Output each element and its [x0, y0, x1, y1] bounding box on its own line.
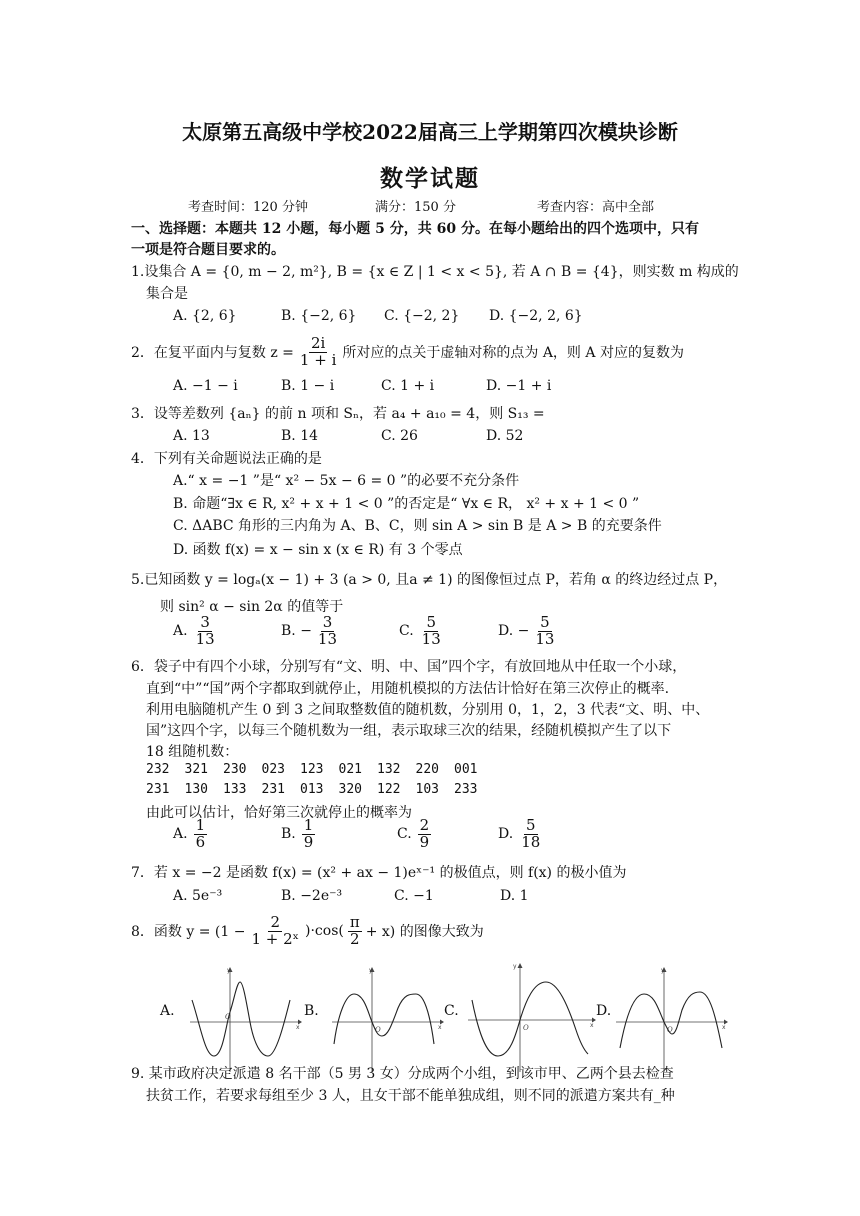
q8-graph-d-x-label: x	[722, 1024, 726, 1031]
q6-option-d-label: D.	[498, 826, 514, 843]
q5-b-den: 13	[317, 629, 338, 648]
q7-option-c: C. −1	[394, 888, 434, 904]
q6-option-a-label: A.	[173, 826, 188, 843]
q8-graph-d-origin: O	[667, 1026, 673, 1034]
q6-random-number: 320	[338, 782, 362, 797]
q8-stem-post: + x) 的图像大致为	[365, 924, 484, 941]
q2-fraction	[298, 336, 338, 369]
q6-c-den: 9	[419, 832, 430, 851]
q1-option-d: D. {−2, 2, 6}	[489, 308, 583, 324]
q4-option-b: B. 命题“∃x ∈ R, x² + x + 1 < 0 ”的否定是“ ∀x ∈ R， x² + x + 1 < 0 ”	[173, 496, 640, 512]
q9-stem-line2: 扶贫工作，若要求每组至少 3 人，且女干部不能单独成组，则不同的派遣方案共有_种	[146, 1088, 675, 1104]
q6-random-number: 133	[223, 782, 247, 797]
q6-random-number: 231	[146, 782, 170, 797]
q3-option-a: A. 13	[173, 428, 210, 444]
q6-random-number: 123	[300, 762, 324, 777]
q6-stem-line5: 18 组随机数：	[146, 744, 239, 760]
q5-option-d-label: D. −	[498, 623, 530, 640]
q8-fraction-1-num: 2	[270, 913, 280, 931]
q5-d-num: 5	[540, 613, 550, 631]
q2-option-c: C. 1 + i	[381, 378, 435, 394]
q2-stem-pre: 2．在复平面内与复数 z =	[131, 345, 294, 362]
q4-stem: 4．下列有关命题说法正确的是	[131, 451, 322, 467]
q8-graph-d-y-label: y	[661, 967, 665, 974]
q2-option-b: B. 1 − i	[281, 378, 335, 394]
q6-stem-line1: 6．袋子中有四个小球，分别写有“文、明、中、国”四个字，有放回地从中任取一个小球，	[131, 659, 687, 675]
q6-random-number: 233	[454, 782, 478, 797]
q8-fraction-1-den: 1 + 2ˣ	[251, 929, 300, 948]
q8-stem-pre: 8．函数 y = (1 −	[131, 924, 246, 941]
q8-graph-b-x-label: x	[438, 1024, 442, 1031]
q6-random-number: 232	[146, 762, 170, 777]
q5-option-c-fraction	[420, 615, 443, 648]
exam-time: 考查时间：120 分钟	[188, 200, 308, 215]
exam-score: 满分：150 分	[375, 200, 456, 215]
q8-fraction-2-den: 2	[350, 929, 360, 948]
q6-option-d-fraction	[519, 818, 542, 851]
section-heading-line2: 一项是符合题目要求的。	[131, 242, 285, 258]
q9-stem-line1: 9. 某市政府决定派遣 8 名干部（5 男 3 女）分成两个小组，到该市甲、乙两个县去检查	[131, 1066, 674, 1082]
q1-option-b: B. {−2, 6}	[281, 308, 357, 324]
q6-random-number: 130	[184, 782, 208, 797]
exam-content: 考查内容：高中全部	[537, 200, 655, 215]
q6-random-number: 001	[454, 762, 478, 777]
q8-stem-mid: )·cos(	[305, 923, 344, 940]
q8-graph-c-x-label: x	[590, 1022, 594, 1029]
exam-subtitle: 数学试题	[380, 165, 480, 192]
q6-option-c	[397, 818, 431, 851]
q8-graph-b-origin: O	[375, 1026, 381, 1034]
q5-option-b	[281, 615, 339, 648]
q6-option-c-fraction	[418, 818, 432, 851]
q6-option-d	[498, 818, 542, 851]
q8-option-c-label: C.	[444, 1003, 459, 1019]
q6-random-number: 230	[223, 762, 247, 777]
q5-option-a-fraction	[194, 615, 217, 648]
q5-option-a	[173, 615, 217, 648]
q8-graph-c-y-label: y	[513, 963, 517, 970]
q5-option-c	[399, 615, 443, 648]
q2-option-d: D. −1 + i	[486, 378, 552, 394]
q6-option-c-label: C.	[397, 826, 412, 843]
q6-option-b-label: B.	[281, 826, 296, 843]
q8-graph-a	[190, 964, 302, 1074]
q6-random-number: 321	[184, 762, 208, 777]
q6-stem-line2: 直到“中”“国”两个字都取到就停止，用随机模拟的方法估计恰好在第三次停止的概率.	[146, 681, 670, 697]
q8-option-a-label: A.	[160, 1003, 175, 1019]
q5-option-d	[498, 615, 556, 648]
q6-b-den: 9	[303, 832, 314, 851]
q8-fraction-2-num: π	[349, 913, 360, 931]
q8-graph-a-y-label: y	[227, 967, 231, 974]
q6-option-b	[281, 818, 315, 851]
q1-option-c: C. {−2, 2}	[384, 308, 460, 324]
q4-option-a: A.“ x = −1 ”是“ x² − 5x − 6 = 0 ”的必要不充分条件	[173, 473, 520, 489]
q6-random-row-2	[146, 782, 493, 797]
section-heading-line1: 一、选择题：本题共 12 小题，每小题 5 分，共 60 分。在每小题给出的四个选项中，只有	[131, 221, 699, 237]
q8-stem	[131, 915, 484, 948]
q5-b-num: 3	[322, 613, 333, 631]
q2-fraction-numerator: 2i	[310, 334, 326, 352]
q6-c-num: 2	[419, 816, 430, 834]
q6-random-number: 220	[415, 762, 439, 777]
q2-fraction-denominator: 1 + i	[299, 350, 337, 369]
q6-option-b-fraction	[302, 818, 316, 851]
q7-option-d: D. 1	[500, 888, 529, 904]
q6-stem-line4: 国”这四个字，以每三个随机数为一组，表示取球三次的结果，经随机模拟产生了以下	[146, 723, 672, 739]
q6-a-den: 6	[195, 832, 206, 851]
q5-stem-line2: 则 sin² α − sin 2α 的值等于	[160, 599, 344, 615]
q3-option-c: C. 26	[381, 428, 418, 444]
q1-stem-line2: 集合是	[146, 286, 188, 302]
q2-option-a: A. −1 − i	[173, 378, 238, 394]
q6-random-number: 021	[338, 762, 362, 777]
q1-option-a: A. {2, 6}	[173, 308, 237, 324]
q5-c-num: 5	[426, 613, 436, 631]
q7-stem: 7．若 x = −2 是函数 f(x) = (x² + ax − 1)eˣ⁻¹ 的极值点，则 f(x) 的极小值为	[131, 865, 627, 881]
q5-a-den: 13	[195, 629, 215, 648]
q8-graph-a-x-label: x	[296, 1024, 300, 1031]
q6-a-num: 1	[195, 816, 206, 834]
q5-option-c-label: C.	[399, 623, 414, 640]
q6-option-a-fraction	[194, 818, 208, 851]
q2-stem	[131, 336, 684, 369]
q8-graph-c	[468, 960, 596, 1074]
q5-option-b-label: B. −	[281, 623, 312, 640]
q8-graph-c-origin: O	[523, 1024, 529, 1032]
q2-stem-post: 所对应的点关于虚轴对称的点为 A，则 A 对应的复数为	[342, 345, 684, 362]
q8-option-b-label: B.	[304, 1003, 319, 1019]
q6-d-den: 18	[521, 832, 541, 851]
q6-random-number: 231	[261, 782, 285, 797]
q5-a-num: 3	[200, 613, 210, 631]
q6-d-num: 5	[525, 816, 536, 834]
q6-random-row-1	[146, 762, 493, 777]
q5-stem-line1: 5.已知函数 y = logₐ(x − 1) + 3 (a > 0, 且a ≠ 1) 的图像恒过点 P，若角 α 的终边经过点 P，	[131, 572, 728, 588]
q5-option-b-fraction	[316, 615, 339, 648]
q8-fraction-1	[249, 915, 301, 948]
q6-random-number: 122	[377, 782, 401, 797]
q6-b-num: 1	[303, 816, 314, 834]
q6-random-number: 103	[415, 782, 439, 797]
q6-random-number: 013	[300, 782, 324, 797]
q8-option-d-label: D.	[596, 1003, 612, 1019]
q5-option-d-fraction	[533, 615, 556, 648]
q3-stem: 3．设等差数列 {aₙ} 的前 n 项和 Sₙ，若 a₄ + a₁₀ = 4，则 S₁₃ =	[131, 406, 545, 422]
q7-option-b: B. −2e⁻³	[281, 888, 343, 904]
q7-option-a: A. 5e⁻³	[173, 888, 223, 904]
q6-stem-line6: 由此可以估计，恰好第三次就停止的概率为	[146, 805, 412, 821]
q4-option-d: D. 函数 f(x) = x − sin x (x ∈ R) 有 3 个零点	[173, 542, 463, 558]
q5-option-a-label: A.	[173, 623, 188, 640]
q8-graph-a-origin: O	[225, 1013, 231, 1021]
q8-graph-d	[616, 964, 728, 1074]
q3-option-d: D. 52	[486, 428, 524, 444]
q6-random-number: 023	[261, 762, 285, 777]
q5-c-den: 13	[421, 629, 441, 648]
q6-stem-line3: 利用电脑随机产生 0 到 3 之间取整数值的随机数，分别用 0，1，2，3 代表“文、明、中、	[146, 702, 710, 718]
q6-option-a	[173, 818, 207, 851]
q4-option-c: C. ΔABC 角形的三内角为 A、B、C，则 sin A > sin B 是 A > B 的充要条件	[173, 518, 662, 534]
q5-d-den: 13	[535, 629, 555, 648]
q8-graph-b	[332, 964, 444, 1074]
q8-fraction-2	[348, 915, 362, 948]
q1-stem-line1: 1.设集合 A = {0, m − 2, m²}, B = {x ∈ Z | 1 < x < 5}, 若 A ∩ B = {4}，则实数 m 构成的	[131, 264, 739, 280]
q8-graph-b-y-label: y	[369, 967, 373, 974]
q6-random-number: 132	[377, 762, 401, 777]
q3-option-b: B. 14	[281, 428, 319, 444]
exam-title: 太原第五高级中学校2022届高三上学期第四次模块诊断	[182, 120, 678, 144]
